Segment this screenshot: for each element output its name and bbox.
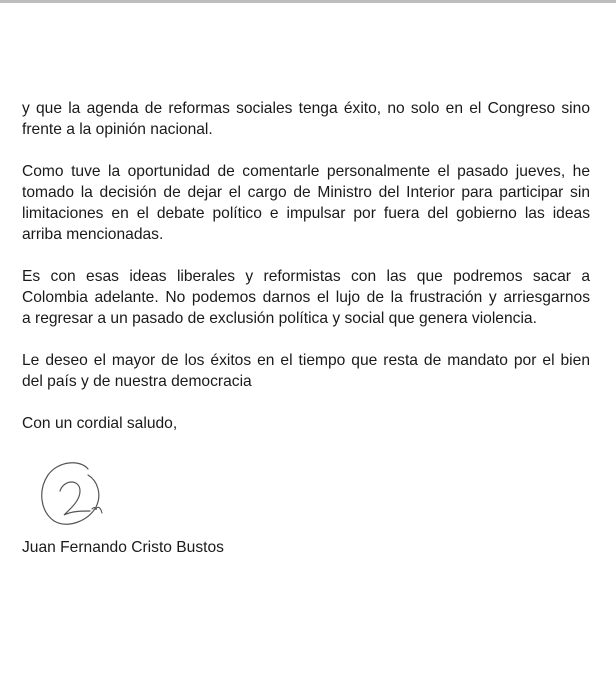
letter-body bbox=[22, 98, 590, 434]
text-line: Colombia adelante. No podemos darnos el lujo de la frustración y arriesgarnos bbox=[22, 289, 590, 306]
paragraph-best-wishes bbox=[22, 350, 590, 392]
closing-salutation: Con un cordial saludo, bbox=[22, 415, 178, 432]
text-line: del país y de nuestra democracia bbox=[22, 373, 252, 390]
signature-stroke bbox=[60, 482, 90, 515]
text-line: tomado la decisión de dejar el cargo de Ministro del Interior para participar sin bbox=[22, 184, 590, 201]
handwritten-signature bbox=[36, 455, 110, 527]
text-line: limitaciones en el debate político e impulsar por fuera del gobierno las ideas bbox=[22, 205, 590, 222]
text-line: Le deseo el mayor de los éxitos en el tiempo que resta de mandato por el bien bbox=[22, 352, 590, 369]
paragraph-resignation bbox=[22, 161, 590, 245]
paragraph-liberal-ideas bbox=[22, 266, 590, 329]
text-line: a regresar a un pasado de exclusión política y social que genera violencia. bbox=[22, 310, 537, 327]
text-line: Es con esas ideas liberales y reformistas con las que podremos sacar a bbox=[22, 268, 590, 285]
text-line: Como tuve la oportunidad de comentarle personalmente el pasado jueves, he bbox=[22, 163, 590, 180]
text-line: frente a la opinión nacional. bbox=[22, 121, 213, 138]
text-line: arriba mencionadas. bbox=[22, 226, 164, 243]
page-top-edge bbox=[0, 0, 616, 3]
signature-stroke bbox=[42, 463, 99, 524]
text-line: y que la agenda de reformas sociales tenga éxito, no solo en el Congreso sino bbox=[22, 100, 590, 117]
paragraph-reform-agenda bbox=[22, 98, 590, 140]
signer-name: Juan Fernando Cristo Bustos bbox=[22, 539, 224, 556]
